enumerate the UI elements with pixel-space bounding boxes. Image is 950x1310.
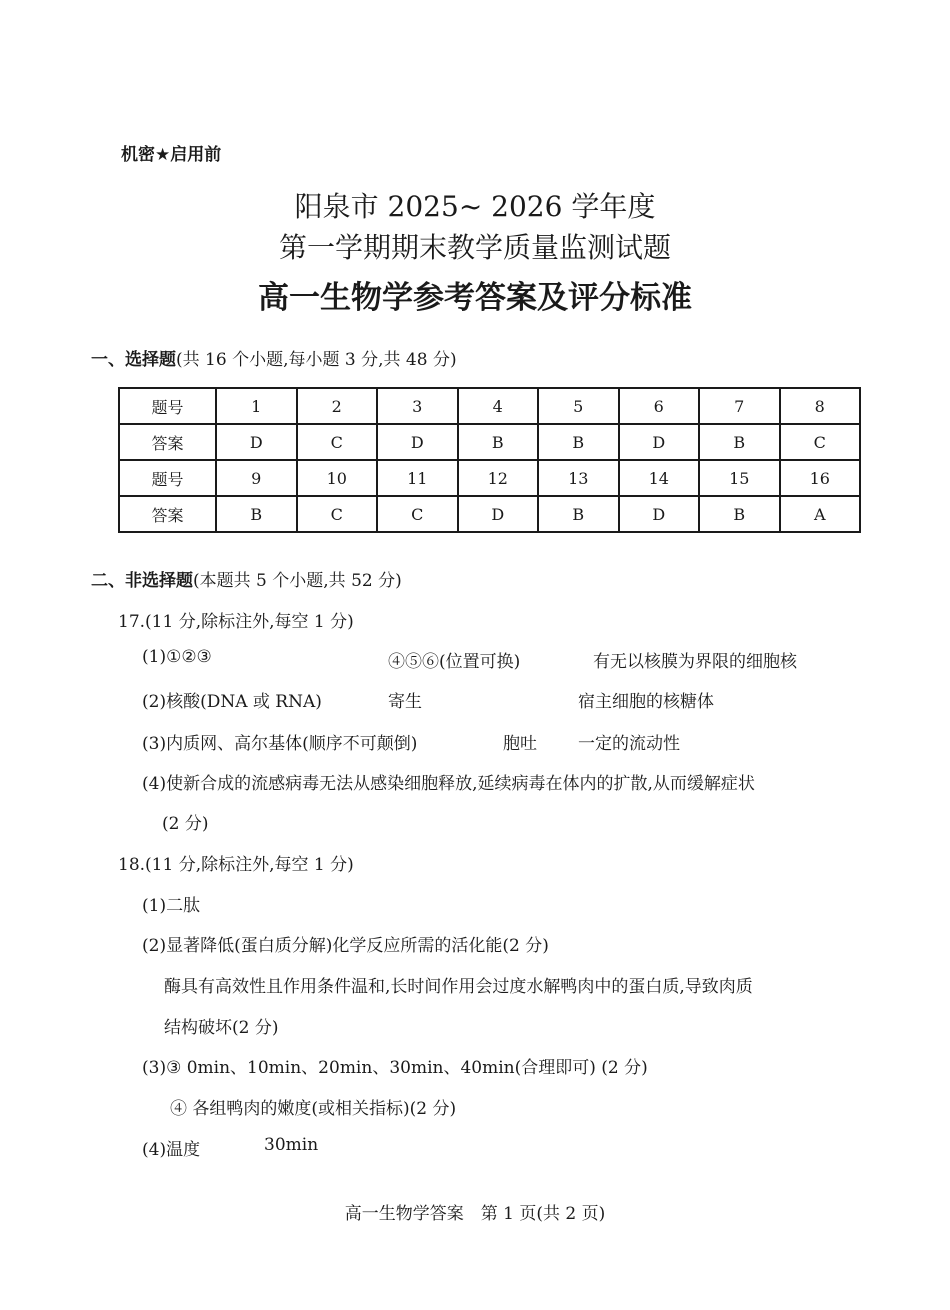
answer-cell: B <box>538 424 619 460</box>
answer-cell: D <box>458 496 539 532</box>
row-label: 答案 <box>119 496 216 532</box>
question-number: 6 <box>619 388 700 424</box>
question-number: 15 <box>699 460 780 496</box>
q18-part4-b: 30min <box>264 1135 319 1155</box>
section-1-note: (共 16 个小题,每小题 3 分,共 48 分) <box>176 350 457 370</box>
row-label: 答案 <box>119 424 216 460</box>
question-number: 1 <box>216 388 297 424</box>
question-number: 3 <box>377 388 458 424</box>
q17-part2-b: 寄生 <box>388 692 422 712</box>
q17-part3-b: 胞吐 <box>503 734 537 754</box>
answer-cell: B <box>538 496 619 532</box>
q18-part2-line1: (2)显著降低(蛋白质分解)化学反应所需的活化能(2 分) <box>142 936 549 956</box>
answer-cell: D <box>216 424 297 460</box>
section-2-note: (本题共 5 个小题,共 52 分) <box>193 571 402 591</box>
q17-part1-a: (1)①②③ <box>142 647 212 667</box>
q17-part4-line2: (2 分) <box>162 814 209 834</box>
table-row <box>119 496 860 532</box>
page-footer: 高一生物学答案 第 1 页(共 2 页) <box>344 1204 606 1224</box>
answer-cell: A <box>780 496 861 532</box>
confidential-mark: 机密★启用前 <box>121 145 222 165</box>
q18-part2-line2: 酶具有高效性且作用条件温和,长时间作用会过度水解鸭肉中的蛋白质,导致肉质 <box>164 977 753 997</box>
answer-cell: D <box>619 496 700 532</box>
question-number: 4 <box>458 388 539 424</box>
q17-part1-c: 有无以核膜为界限的细胞核 <box>593 652 797 672</box>
question-number: 14 <box>619 460 700 496</box>
question-number: 10 <box>297 460 378 496</box>
question-number: 9 <box>216 460 297 496</box>
answer-cell: B <box>699 424 780 460</box>
q17-part3-a: (3)内质网、高尔基体(顺序不可颠倒) <box>142 734 418 754</box>
answer-cell: B <box>699 496 780 532</box>
section-2-label: 二、非选择题 <box>91 571 193 591</box>
question-number: 5 <box>538 388 619 424</box>
q17-part1-b: ④⑤⑥(位置可换) <box>388 652 521 672</box>
q18-part3-line2: ④ 各组鸭肉的嫩度(或相关指标)(2 分) <box>170 1099 457 1119</box>
q17-title: 17.(11 分,除标注外,每空 1 分) <box>118 612 354 632</box>
q18-title: 18.(11 分,除标注外,每空 1 分) <box>118 855 354 875</box>
section-2-heading <box>91 566 402 591</box>
question-number: 7 <box>699 388 780 424</box>
question-number: 12 <box>458 460 539 496</box>
answer-cell: C <box>297 496 378 532</box>
answer-cell: B <box>458 424 539 460</box>
table-row <box>119 424 860 460</box>
title-line-1: 阳泉市 2025~ 2026 学年度 <box>294 190 656 223</box>
answer-cell: C <box>377 496 458 532</box>
answer-cell: D <box>619 424 700 460</box>
row-label: 题号 <box>119 388 216 424</box>
section-1-label: 一、选择题 <box>91 350 176 370</box>
answer-cell: C <box>780 424 861 460</box>
answer-cell: B <box>216 496 297 532</box>
question-number: 2 <box>297 388 378 424</box>
question-number: 11 <box>377 460 458 496</box>
q17-part3-c: 一定的流动性 <box>578 734 680 754</box>
q18-part1: (1)二肽 <box>142 896 201 916</box>
q17-part2-a: (2)核酸(DNA 或 RNA) <box>142 692 322 712</box>
table-row <box>119 388 860 424</box>
title-line-2: 第一学期期末教学质量监测试题 <box>278 231 671 264</box>
question-number: 8 <box>780 388 861 424</box>
q18-part3-line1: (3)③ 0min、10min、20min、30min、40min(合理即可) (2 分) <box>142 1058 648 1078</box>
row-label: 题号 <box>119 460 216 496</box>
q18-part4-a: (4)温度 <box>142 1140 201 1160</box>
answer-cell: D <box>377 424 458 460</box>
question-number: 16 <box>780 460 861 496</box>
q17-part2-c: 宿主细胞的核糖体 <box>578 692 714 712</box>
question-number: 13 <box>538 460 619 496</box>
section-1-heading <box>91 345 457 370</box>
q17-part4-line1: (4)使新合成的流感病毒无法从感染细胞释放,延续病毒在体内的扩散,从而缓解症状 <box>142 774 755 794</box>
table-row <box>119 460 860 496</box>
page-title: 高一生物学参考答案及评分标准 <box>258 280 692 316</box>
answer-cell: C <box>297 424 378 460</box>
q18-part2-line3: 结构破坏(2 分) <box>164 1018 279 1038</box>
answer-table <box>118 387 861 533</box>
